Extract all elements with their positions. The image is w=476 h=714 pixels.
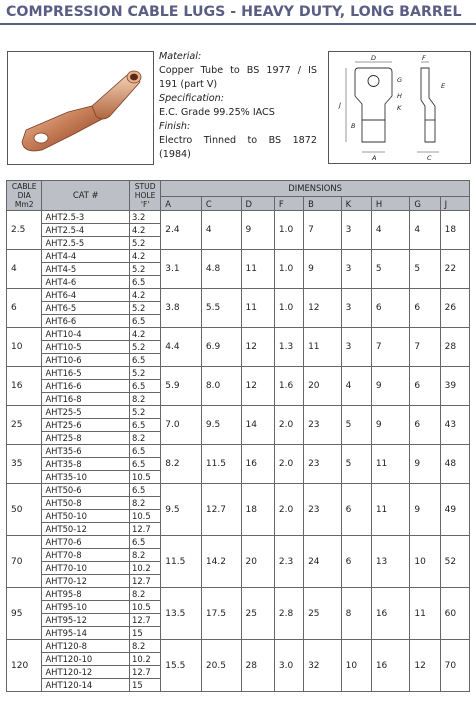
stud-hole-cell: 5.2	[130, 263, 161, 276]
cat-number-cell: AHT16-8	[42, 393, 130, 406]
dimension-b-cell: 24	[304, 536, 342, 588]
dimension-header-c: C	[201, 197, 241, 211]
cable-size-cell: 10	[7, 328, 42, 367]
dimension-b-cell: 9	[304, 250, 342, 289]
dimension-c-cell: 12.7	[201, 484, 241, 536]
cat-number-cell: AHT10-5	[42, 341, 130, 354]
dim-label-k: K	[397, 104, 402, 112]
dimension-c-cell: 11.5	[201, 445, 241, 484]
dimension-f-cell: 2.0	[274, 445, 303, 484]
dimension-k-cell: 4	[341, 367, 371, 406]
cat-number-cell: AHT95-12	[42, 614, 130, 627]
table-row	[7, 211, 470, 224]
dim-label-a: A	[372, 154, 377, 162]
cat-number-cell: AHT70-10	[42, 562, 130, 575]
dimension-h-cell: 7	[371, 328, 410, 367]
dimension-k-cell: 8	[341, 588, 371, 640]
dimension-j-cell: 52	[440, 536, 469, 588]
table-row	[7, 289, 470, 302]
dimension-j-cell: 26	[440, 289, 469, 328]
dimension-g-cell: 6	[410, 367, 440, 406]
dimension-b-cell: 23	[304, 484, 342, 536]
cat-number-cell: AHT50-8	[42, 497, 130, 510]
dimension-a-cell: 3.8	[161, 289, 202, 328]
stud-hole-cell: 5.2	[130, 406, 161, 419]
dimension-d-cell: 12	[241, 328, 274, 367]
dimension-g-cell: 5	[410, 250, 440, 289]
dimension-g-cell: 6	[410, 289, 440, 328]
dimension-a-cell: 3.1	[161, 250, 202, 289]
stud-hole-cell: 10.5	[130, 510, 161, 523]
stud-hole-cell: 10.5	[130, 471, 161, 484]
dimension-j-cell: 18	[440, 211, 469, 250]
dimension-j-cell: 22	[440, 250, 469, 289]
dimension-f-cell: 2.0	[274, 484, 303, 536]
specification-label: Specification:	[159, 93, 224, 104]
dimension-a-cell: 13.5	[161, 588, 202, 640]
cat-number-cell: AHT10-4	[42, 328, 130, 341]
cable-lug-illustration	[8, 52, 153, 164]
dim-label-d: D	[371, 54, 377, 62]
stud-hole-cell: 3.2	[130, 211, 161, 224]
cat-number-cell: AHT70-6	[42, 536, 130, 549]
dimension-b-cell: 11	[304, 328, 342, 367]
dimension-h-cell: 16	[371, 588, 410, 640]
dimension-a-cell: 11.5	[161, 536, 202, 588]
cat-number-cell: AHT95-14	[42, 627, 130, 640]
stud-hole-cell: 5.2	[130, 341, 161, 354]
dimension-b-cell: 23	[304, 445, 342, 484]
table-row	[7, 367, 470, 380]
header-dimensions: DIMENSIONS	[161, 181, 470, 197]
cat-number-cell: AHT120-10	[42, 653, 130, 666]
dimension-f-cell: 1.0	[274, 250, 303, 289]
dimension-j-cell: 43	[440, 406, 469, 445]
cat-number-cell: AHT50-6	[42, 484, 130, 497]
stud-hole-cell: 5.2	[130, 367, 161, 380]
dimension-k-cell: 3	[341, 250, 371, 289]
stud-hole-cell: 6.5	[130, 276, 161, 289]
table-row	[7, 250, 470, 263]
dimension-b-cell: 25	[304, 588, 342, 640]
dimension-header-g: G	[410, 197, 440, 211]
dimension-header-k: K	[341, 197, 371, 211]
dimension-f-cell: 1.0	[274, 289, 303, 328]
cat-number-cell: AHT25-8	[42, 432, 130, 445]
finish-label: Finish:	[159, 121, 191, 132]
stud-hole-cell: 5.2	[130, 302, 161, 315]
dimension-header-b: B	[304, 197, 342, 211]
dimension-h-cell: 11	[371, 445, 410, 484]
dimension-a-cell: 7.0	[161, 406, 202, 445]
stud-hole-cell: 6.5	[130, 380, 161, 393]
dimension-g-cell: 11	[410, 588, 440, 640]
cat-number-cell: AHT2.5-3	[42, 211, 130, 224]
stud-hole-cell: 10.2	[130, 562, 161, 575]
cat-number-cell: AHT10-6	[42, 354, 130, 367]
dimension-b-cell: 32	[304, 640, 342, 692]
cat-number-cell: AHT120-12	[42, 666, 130, 679]
dimension-diagram	[328, 51, 471, 164]
dim-label-c: C	[427, 154, 432, 162]
cable-size-cell: 2.5	[7, 211, 42, 250]
dimension-j-cell: 39	[440, 367, 469, 406]
table-row	[7, 640, 470, 653]
dimension-d-cell: 28	[241, 640, 274, 692]
dimension-f-cell: 2.0	[274, 406, 303, 445]
dimension-b-cell: 7	[304, 211, 342, 250]
dimension-header-h: H	[371, 197, 410, 211]
cat-number-cell: AHT6-4	[42, 289, 130, 302]
stud-hole-cell: 6.5	[130, 484, 161, 497]
dimension-g-cell: 9	[410, 484, 440, 536]
cat-number-cell: AHT4-4	[42, 250, 130, 263]
stud-hole-cell: 12.7	[130, 666, 161, 679]
stud-hole-cell: 8.2	[130, 497, 161, 510]
cable-size-cell: 4	[7, 250, 42, 289]
dimension-a-cell: 2.4	[161, 211, 202, 250]
material-value-line-1: Copper Tube to BS 1977 / IS	[159, 65, 317, 76]
cat-number-cell: AHT50-12	[42, 523, 130, 536]
stud-hole-cell: 4.2	[130, 289, 161, 302]
cat-number-cell: AHT16-6	[42, 380, 130, 393]
cat-number-cell: AHT6-5	[42, 302, 130, 315]
cat-number-cell: AHT120-14	[42, 679, 130, 692]
dimension-b-cell: 20	[304, 367, 342, 406]
dimension-k-cell: 6	[341, 484, 371, 536]
cat-number-cell: AHT16-5	[42, 367, 130, 380]
dimension-f-cell: 3.0	[274, 640, 303, 692]
cat-number-cell: AHT95-8	[42, 588, 130, 601]
dimension-f-cell: 1.3	[274, 328, 303, 367]
cat-number-cell: AHT2.5-5	[42, 237, 130, 250]
dimension-k-cell: 3	[341, 211, 371, 250]
dimension-h-cell: 16	[371, 640, 410, 692]
dimension-g-cell: 9	[410, 445, 440, 484]
dimension-header-j: J	[440, 197, 469, 211]
dimension-b-cell: 23	[304, 406, 342, 445]
dimension-k-cell: 6	[341, 536, 371, 588]
dimension-d-cell: 16	[241, 445, 274, 484]
cable-size-cell: 70	[7, 536, 42, 588]
header-cable-dia: CABLE DIA Mm2	[7, 181, 42, 211]
stud-hole-cell: 4.2	[130, 224, 161, 237]
dimension-d-cell: 12	[241, 367, 274, 406]
dimension-h-cell: 9	[371, 367, 410, 406]
dimension-c-cell: 6.9	[201, 328, 241, 367]
dimension-h-cell: 11	[371, 484, 410, 536]
stud-hole-cell: 12.7	[130, 614, 161, 627]
dimension-j-cell: 60	[440, 588, 469, 640]
dimension-f-cell: 1.6	[274, 367, 303, 406]
cat-number-cell: AHT95-10	[42, 601, 130, 614]
cat-number-cell: AHT4-5	[42, 263, 130, 276]
cat-number-cell: AHT35-6	[42, 445, 130, 458]
dimension-j-cell: 49	[440, 484, 469, 536]
table-row	[7, 328, 470, 341]
dimension-g-cell: 10	[410, 536, 440, 588]
table-row	[7, 484, 470, 497]
specification-text	[159, 50, 317, 162]
dimension-c-cell: 14.2	[201, 536, 241, 588]
table-row	[7, 588, 470, 601]
dimension-c-cell: 8.0	[201, 367, 241, 406]
header-cat: CAT #	[42, 181, 130, 211]
cat-number-cell: AHT35-8	[42, 458, 130, 471]
dimension-g-cell: 6	[410, 406, 440, 445]
cat-number-cell: AHT35-10	[42, 471, 130, 484]
cable-size-cell: 120	[7, 640, 42, 692]
dimension-c-cell: 5.5	[201, 289, 241, 328]
cat-number-cell: AHT120-8	[42, 640, 130, 653]
dimension-a-cell: 9.5	[161, 484, 202, 536]
stud-hole-cell: 15	[130, 627, 161, 640]
dimension-d-cell: 11	[241, 289, 274, 328]
cable-size-cell: 35	[7, 445, 42, 484]
dimension-c-cell: 4	[201, 211, 241, 250]
dimension-f-cell: 2.3	[274, 536, 303, 588]
cable-size-cell: 95	[7, 588, 42, 640]
cat-number-cell: AHT25-6	[42, 419, 130, 432]
stud-hole-cell: 6.5	[130, 536, 161, 549]
dimension-h-cell: 13	[371, 536, 410, 588]
dim-label-j: J	[339, 101, 341, 109]
dimension-k-cell: 3	[341, 328, 371, 367]
dimension-d-cell: 14	[241, 406, 274, 445]
finish-value-line-2: (1984)	[159, 149, 191, 160]
lug-dimension-drawing	[329, 52, 470, 163]
table-row	[7, 445, 470, 458]
stud-hole-cell: 4.2	[130, 328, 161, 341]
dim-label-e: E	[441, 82, 446, 90]
dimension-header-a: A	[161, 197, 202, 211]
dimension-j-cell: 28	[440, 328, 469, 367]
dimension-h-cell: 5	[371, 250, 410, 289]
dimension-j-cell: 70	[440, 640, 469, 692]
dimension-g-cell: 12	[410, 640, 440, 692]
stud-hole-cell: 6.5	[130, 458, 161, 471]
dimension-d-cell: 11	[241, 250, 274, 289]
dim-label-g: G	[397, 76, 403, 84]
dimension-f-cell: 2.8	[274, 588, 303, 640]
dimension-g-cell: 4	[410, 211, 440, 250]
dimension-k-cell: 10	[341, 640, 371, 692]
stud-hole-cell: 12.7	[130, 575, 161, 588]
stud-hole-cell: 6.5	[130, 315, 161, 328]
dimension-c-cell: 20.5	[201, 640, 241, 692]
dim-label-f: F	[422, 54, 426, 62]
dimension-d-cell: 20	[241, 536, 274, 588]
dimension-c-cell: 9.5	[201, 406, 241, 445]
page-title: COMPRESSION CABLE LUGS - HEAVY DUTY, LONG BARREL	[6, 4, 462, 20]
title-rule	[0, 23, 476, 25]
specification-table	[6, 180, 470, 692]
dimension-c-cell: 4.8	[201, 250, 241, 289]
material-label: Material:	[159, 51, 202, 62]
stud-hole-cell: 4.2	[130, 250, 161, 263]
dimension-g-cell: 7	[410, 328, 440, 367]
stud-hole-cell: 6.5	[130, 445, 161, 458]
dimension-k-cell: 3	[341, 289, 371, 328]
table-body	[7, 211, 470, 692]
cat-number-cell: AHT4-6	[42, 276, 130, 289]
stud-hole-cell: 8.2	[130, 393, 161, 406]
dimension-d-cell: 25	[241, 588, 274, 640]
cable-size-cell: 50	[7, 484, 42, 536]
header-stud-hole: STUD HOLE 'F'	[130, 181, 161, 211]
stud-hole-cell: 8.2	[130, 588, 161, 601]
cat-number-cell: AHT2.5-4	[42, 224, 130, 237]
cat-number-cell: AHT70-8	[42, 549, 130, 562]
cat-number-cell: AHT50-10	[42, 510, 130, 523]
dimension-b-cell: 12	[304, 289, 342, 328]
stud-hole-cell: 15	[130, 679, 161, 692]
dimension-h-cell: 9	[371, 406, 410, 445]
cat-number-cell: AHT70-12	[42, 575, 130, 588]
stud-hole-cell: 8.2	[130, 432, 161, 445]
product-photo	[7, 51, 154, 165]
stud-hole-cell: 8.2	[130, 549, 161, 562]
dimension-header-f: F	[274, 197, 303, 211]
cat-number-cell: AHT25-5	[42, 406, 130, 419]
dimension-header-d: D	[241, 197, 274, 211]
table-row	[7, 536, 470, 549]
stud-hole-cell: 6.5	[130, 354, 161, 367]
stud-hole-cell: 5.2	[130, 237, 161, 250]
cable-size-cell: 6	[7, 289, 42, 328]
cat-number-cell: AHT6-6	[42, 315, 130, 328]
dimension-a-cell: 5.9	[161, 367, 202, 406]
stud-hole-cell: 10.2	[130, 653, 161, 666]
dimension-f-cell: 1.0	[274, 211, 303, 250]
material-value-line-2: 191 (part V)	[159, 79, 218, 90]
specification-value: E.C. Grade 99.25% IACS	[159, 107, 275, 118]
table-row	[7, 406, 470, 419]
dimension-k-cell: 5	[341, 406, 371, 445]
cable-size-cell: 25	[7, 406, 42, 445]
dimension-a-cell: 15.5	[161, 640, 202, 692]
cable-size-cell: 16	[7, 367, 42, 406]
dimension-c-cell: 17.5	[201, 588, 241, 640]
stud-hole-cell: 10.5	[130, 601, 161, 614]
dimension-k-cell: 5	[341, 445, 371, 484]
finish-value-line-1: Electro Tinned to BS 1872	[159, 135, 317, 146]
dim-label-h: H	[397, 92, 402, 100]
stud-hole-cell: 12.7	[130, 523, 161, 536]
dimension-h-cell: 6	[371, 289, 410, 328]
dimension-j-cell: 48	[440, 445, 469, 484]
dim-label-b: B	[351, 122, 356, 130]
dimension-a-cell: 8.2	[161, 445, 202, 484]
dimension-h-cell: 4	[371, 211, 410, 250]
stud-hole-cell: 8.2	[130, 640, 161, 653]
dimension-d-cell: 9	[241, 211, 274, 250]
dimension-d-cell: 18	[241, 484, 274, 536]
stud-hole-cell: 6.5	[130, 419, 161, 432]
dimension-a-cell: 4.4	[161, 328, 202, 367]
